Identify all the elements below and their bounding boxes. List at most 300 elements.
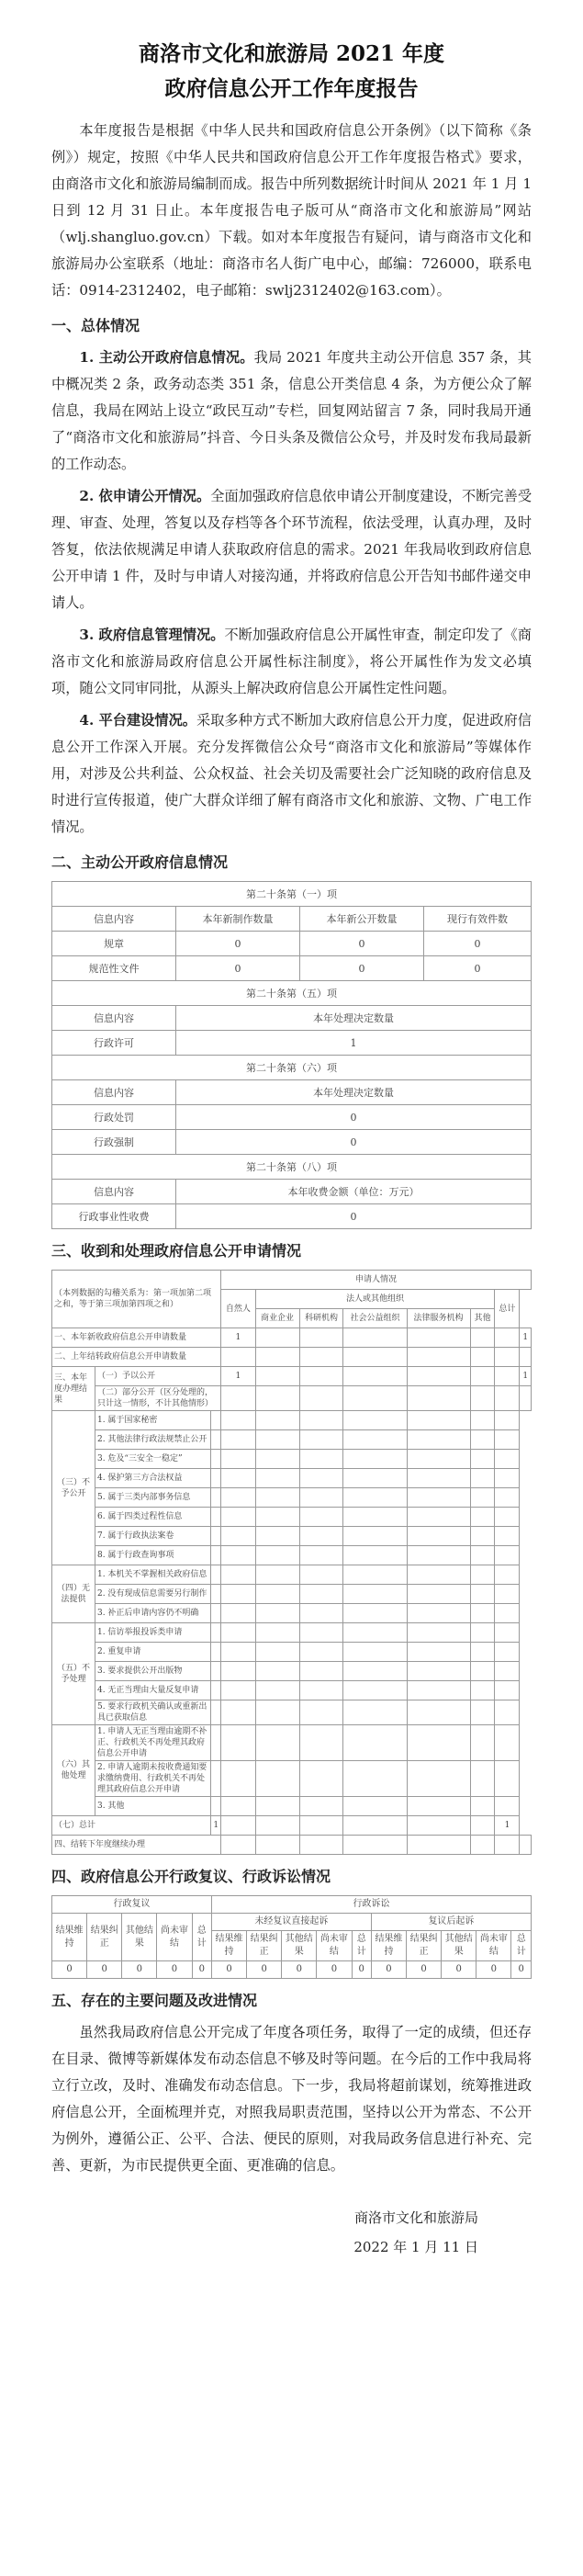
value-cell [255,1700,299,1725]
value-cell: 1 [495,1816,520,1836]
org-col-header: 科研机构 [299,1309,343,1328]
value-cell [520,1386,532,1411]
value-cell: 0 [371,1961,406,1979]
value-cell: 1 [520,1328,532,1348]
value-cell [299,1450,343,1469]
value-cell [221,1585,255,1604]
value-cell [470,1546,495,1565]
value-cell [470,1430,495,1450]
value-cell [343,1367,407,1386]
row-label: 行政强制 [52,1130,176,1155]
row-label: 一、本年新收政府信息公开申请数量 [52,1328,221,1348]
value-cell [299,1411,343,1430]
sub-row-label: 2. 重复申请 [95,1643,210,1662]
litigation-col-header: 尚未审结 [317,1931,352,1961]
value-cell [343,1797,407,1816]
value-cell [299,1430,343,1450]
value-cell [299,1700,343,1725]
value-cell: 0 [87,1961,122,1979]
litigation-col-header: 结果纠正 [247,1931,282,1961]
cell: 0 [300,956,424,981]
value-cell [495,1488,520,1508]
review-col-header: 尚未审结 [157,1914,192,1961]
value-cell [343,1488,407,1508]
value-cell [221,1348,255,1367]
value-cell [470,1508,495,1527]
value-cell [470,1836,495,1855]
value-cell [211,1761,221,1797]
value-cell [299,1527,343,1546]
value-cell [407,1604,470,1623]
litigation-col-header: 总计 [352,1931,371,1961]
cell: 0 [176,956,300,981]
value-cell [407,1348,470,1367]
signature-date: 2022 年 1 月 11 日 [353,2239,478,2255]
section5-heading: 五、存在的主要问题及改进情况 [51,1992,258,2009]
value-cell [407,1662,470,1681]
value-cell: 0 [52,1961,87,1979]
value-cell [407,1761,470,1797]
value-cell [407,1450,470,1469]
value-cell [470,1643,495,1662]
value-cell [299,1797,343,1816]
cell: 0 [300,932,424,956]
value-cell [211,1604,221,1623]
value-cell [221,1450,255,1469]
value-cell: 0 [192,1961,211,1979]
value-cell [407,1797,470,1816]
value-cell [255,1469,299,1488]
value-cell [211,1508,221,1527]
section5-paragraph: 虽然我局政府信息公开完成了年度各项任务，取得了一定的成绩，但还存在目录、微博等新媒体发布动态信息不够及时等问题。在今后的工作中我局将立行立改，及时、准确发布动态信息。下一步，我局将超前谋划，统筹推进政府信息公开，全面梳理并克，对照我局职责范围，坚持以公开为常态、不公开为例外，遵循公正、公平、合法、便民的原则，对我局政务信息进行补充、完善、更新，为市民提供更全面、更准确的信息。 [51,2024,532,2174]
sub-row-label: 1. 本机关不掌握相关政府信息 [95,1565,210,1585]
value-cell [299,1836,343,1855]
cell: 0 [424,956,532,981]
value-cell [221,1643,255,1662]
org-col-header: 其他 [470,1309,495,1328]
value-cell [495,1565,520,1585]
value-cell [495,1508,520,1527]
value-cell [299,1328,343,1348]
value-cell [495,1700,520,1725]
value-cell [495,1450,520,1469]
row-label: 行政事业性收费 [52,1204,176,1229]
sub-row-label: 4. 无正当理由大量反复申请 [95,1681,210,1700]
value-cell: 0 [122,1961,157,1979]
value-cell [470,1585,495,1604]
value-cell [221,1700,255,1725]
active-disclosure-table [51,881,532,1229]
value-cell [407,1488,470,1508]
value-cell [255,1411,299,1430]
cell: 0 [176,1130,532,1155]
value-cell [495,1430,520,1450]
sub-row-label: 2. 申请人逾期未按收费通知要求缴纳费用、行政机关不再处理其政府信息公开申请 [95,1761,210,1797]
value-cell [255,1546,299,1565]
value-cell [221,1508,255,1527]
value-cell [221,1623,255,1643]
review-header: 行政复议 [52,1896,212,1914]
review-col-header: 总计 [192,1914,211,1961]
col-header: 信息内容 [52,1080,176,1105]
value-cell [470,1700,495,1725]
art20-6-header: 第二十条第（六）项 [52,1056,532,1080]
value-cell [407,1725,470,1761]
value-cell [495,1725,520,1761]
value-cell [255,1430,299,1450]
value-cell [495,1836,520,1855]
sub-row-label: 3. 危及“三安全一稳定” [95,1450,210,1469]
value-cell [211,1797,221,1816]
value-cell [299,1761,343,1797]
value-cell [470,1623,495,1643]
value-cell [343,1386,407,1411]
value-cell [211,1643,221,1662]
review-col-header: 其他结果 [122,1914,157,1961]
value-cell [495,1604,520,1623]
value-cell [343,1527,407,1546]
value-cell [221,1725,255,1761]
value-cell [299,1386,343,1411]
value-cell [470,1469,495,1488]
value-cell [343,1816,407,1836]
group-label: （四）无法提供 [52,1565,95,1623]
sub-row-label: 3. 补正后申请内容仍不明确 [95,1604,210,1623]
org-col-header: 法律服务机构 [407,1309,470,1328]
intro-paragraph: 本年度报告是根据《中华人民共和国政府信息公开条例》（以下简称《条例》）规定，按照《中华人民共和国政府信息公开工作年度报告格式》要求，由商洛市文化和旅游局编制而成。报告中所列数据统计时间从 2021 年 1 月 1 日到 12 月 31 日止。本年度报告电子版可从“商洛市文化和旅游局”网站（wlj.shangluo.gov.cn）下载。如对本年度报告有疑问，请与商洛市文化和旅游局办公室联系（地址：商洛市名人街广电中心，邮编：726000，联系电话：0914-2312402，电子邮箱：swlj2312402@163.com）。 [51,122,532,299]
value-cell [255,1367,299,1386]
sub-row-label: 7. 属于行政执法案卷 [95,1527,210,1546]
value-cell [255,1643,299,1662]
row-label: （二）部分公开（区分处理的，只计这一情形，不计其他情形） [95,1386,220,1411]
value-cell [221,1546,255,1565]
row-label: 规章 [52,932,176,956]
value-cell [470,1662,495,1681]
col-header: 本年新公开数量 [300,907,424,932]
section3-heading: 三、收到和处理政府信息公开申请情况 [51,1242,302,1260]
cell: 0 [424,932,532,956]
group-label: （六）其他处理 [52,1725,95,1816]
sub-row-label: 8. 属于行政查询事项 [95,1546,210,1565]
value-cell [343,1662,407,1681]
litigation-col-header: 结果纠正 [407,1931,442,1961]
value-cell [221,1836,255,1855]
review-col-header: 结果纠正 [87,1914,122,1961]
value-cell [299,1643,343,1662]
sub-row-label: 5. 属于三类内部事务信息 [95,1488,210,1508]
value-cell: 1 [211,1816,221,1836]
value-cell [520,1836,532,1855]
value-cell [255,1604,299,1623]
value-cell [255,1565,299,1585]
value-cell [221,1797,255,1816]
after-review-header: 复议后起诉 [371,1914,531,1931]
litigation-header: 行政诉讼 [211,1896,531,1914]
value-cell [211,1430,221,1450]
value-cell [255,1836,299,1855]
value-cell [470,1565,495,1585]
value-cell [343,1761,407,1797]
value-cell [255,1816,299,1836]
value-cell [495,1348,520,1367]
value-cell [343,1348,407,1367]
value-cell [407,1700,470,1725]
litigation-col-header: 其他结果 [282,1931,317,1961]
litigation-col-header: 结果维持 [371,1931,406,1961]
value-cell [495,1797,520,1816]
value-cell [495,1411,520,1430]
sub-row-label: 1. 申请人无正当理由逾期不补正、行政机关不再处理其政府信息公开申请 [95,1725,210,1761]
value-cell [407,1681,470,1700]
total-header: 总计 [495,1290,520,1328]
row-label: 二、上年结转政府信息公开申请数量 [52,1348,221,1367]
value-cell [255,1508,299,1527]
sub-row-label: 2. 没有现成信息需要另行制作 [95,1585,210,1604]
value-cell [343,1328,407,1348]
value-cell [407,1386,470,1411]
sub-row-label: 5. 要求行政机关确认或重新出具已获取信息 [95,1700,210,1725]
col-header: 本年收费金额（单位：万元） [176,1180,532,1204]
row-label: 规范性文件 [52,956,176,981]
value-cell [495,1662,520,1681]
row-label: 四、结转下年度继续办理 [52,1836,221,1855]
item-text: 采取多种方式不断加大政府信息公开力度，促进政府信息公开工作深入开展。充分发挥微信公众号“商洛市文化和旅游局”等媒体作用，对涉及公共利益、公众权益、社会关切及需要社会广泛知晓的政府信息及时进行宣传报道，使广大群众详细了解有商洛市文化和旅游、文物、广电工作情况。 [51,712,532,835]
row-label: 行政许可 [52,1031,176,1056]
sub-row-label: 1. 属于国家秘密 [95,1411,210,1430]
result-group-label: 三、本年度办理结果 [52,1367,95,1411]
value-cell [299,1546,343,1565]
section1-item-3 [51,622,532,702]
value-cell [255,1527,299,1546]
col-header: 现行有效件数 [424,907,532,932]
value-cell [211,1585,221,1604]
value-cell [299,1565,343,1585]
value-cell [299,1469,343,1488]
applicant-header: 申请人情况 [221,1271,532,1290]
value-cell [221,1469,255,1488]
cell: 0 [176,1105,532,1130]
value-cell [343,1700,407,1725]
value-cell: 0 [442,1961,476,1979]
value-cell [211,1565,221,1585]
value-cell [299,1662,343,1681]
item-lead: 2. 依申请公开情况。 [79,488,211,504]
row-label: （七）总计 [52,1816,211,1836]
col-header: 信息内容 [52,1006,176,1031]
value-cell [255,1450,299,1469]
value-cell [495,1386,520,1411]
value-cell [343,1725,407,1761]
item-text: 我局 2021 年度共主动公开信息 357 条，其中概况类 2 条，政务动态类 351 条，信息公开类信息 4 条，为方便公众了解信息，我局在网站上设立“政民互动”专栏，回复网站留言 7 条，同时我局开通了“商洛市文化和旅游局”抖音、今日头条及微信公众号，并及时发布我局最新的工作动态。 [51,349,532,472]
section1-item-1 [51,345,532,478]
litigation-col-header: 总计 [511,1931,532,1961]
value-cell [470,1604,495,1623]
value-cell: 0 [317,1961,352,1979]
title-line-1: 商洛市文化和旅游局 2021 年度 [138,41,445,66]
value-cell [407,1367,470,1386]
value-cell [343,1508,407,1527]
value-cell [221,1430,255,1450]
item-lead: 4. 平台建设情况。 [79,712,197,729]
value-cell [343,1546,407,1565]
group-label: （五）不予处理 [52,1623,95,1725]
org-col-header: 社会公益组织 [343,1309,407,1328]
value-cell [470,1527,495,1546]
value-cell [407,1836,470,1855]
value-cell [211,1527,221,1546]
value-cell [221,1411,255,1430]
value-cell [221,1386,255,1411]
value-cell: 0 [476,1961,511,1979]
section4-heading: 四、政府信息公开行政复议、行政诉讼情况 [51,1868,331,1885]
value-cell [495,1469,520,1488]
value-cell [211,1662,221,1681]
value-cell [299,1508,343,1527]
col-header: 信息内容 [52,1180,176,1204]
value-cell: 0 [282,1961,317,1979]
value-cell [211,1623,221,1643]
value-cell [221,1527,255,1546]
value-cell [299,1681,343,1700]
natural-person-header: 自然人 [221,1290,255,1328]
value-cell [343,1430,407,1450]
value-cell [211,1488,221,1508]
value-cell: 0 [407,1961,442,1979]
value-cell [211,1700,221,1725]
value-cell [211,1469,221,1488]
value-cell [343,1604,407,1623]
value-cell [255,1585,299,1604]
item-lead: 3. 政府信息管理情况。 [79,627,225,643]
litigation-col-header: 结果维持 [211,1931,246,1961]
no-review-header: 未经复议直接起诉 [211,1914,371,1931]
value-cell [221,1761,255,1797]
value-cell [495,1623,520,1643]
value-cell: 0 [211,1961,246,1979]
section1-item-2 [51,483,532,616]
value-cell [407,1411,470,1430]
group-label: （三）不予公开 [52,1411,95,1565]
value-cell [343,1623,407,1643]
value-cell [255,1488,299,1508]
sub-row-label: 3. 要求提供公开出版物 [95,1662,210,1681]
cell: 0 [176,932,300,956]
value-cell [495,1761,520,1797]
section2-heading: 二、主动公开政府信息情况 [51,853,229,871]
value-cell [211,1411,221,1430]
legal-person-header: 法人或其他组织 [255,1290,495,1309]
value-cell [495,1546,520,1565]
value-cell [343,1836,407,1855]
value-cell [221,1604,255,1623]
col-header: 本年处理决定数量 [176,1080,532,1105]
item-text: 全面加强政府信息依申请公开制度建设，不断完善受理、审查、处理，答复以及存档等各个环节流程，依法受理，认真办理，及时答复，依法依规满足申请人获取政府信息的需求。2021 年我局收到政府信息公开申请 1 件，及时与申请人对接沟通，并将政府信息公开告知书邮件递交申请人。 [51,488,533,611]
value-cell: 0 [511,1961,532,1979]
value-cell: 1 [221,1367,255,1386]
value-cell [221,1662,255,1681]
litigation-col-header: 尚未审结 [476,1931,511,1961]
col-header: 本年处理决定数量 [176,1006,532,1031]
value-cell [407,1328,470,1348]
value-cell [299,1604,343,1623]
litigation-col-header: 其他结果 [442,1931,476,1961]
sub-row-label: 2. 其他法律行政法规禁止公开 [95,1430,210,1450]
value-cell [343,1681,407,1700]
value-cell [495,1643,520,1662]
cell: 0 [176,1204,532,1229]
value-cell [255,1797,299,1816]
value-cell [495,1367,520,1386]
art20-1-header: 第二十条第（一）项 [52,882,532,907]
cell: 1 [176,1031,532,1056]
value-cell [343,1469,407,1488]
value-cell [495,1328,520,1348]
value-cell [299,1725,343,1761]
section1-heading: 一、总体情况 [51,317,140,334]
value-cell [407,1527,470,1546]
title-line-2: 政府信息公开工作年度报告 [164,76,419,101]
value-cell [211,1450,221,1469]
value-cell [470,1450,495,1469]
value-cell [470,1681,495,1700]
value-cell [343,1565,407,1585]
value-cell: 0 [157,1961,192,1979]
value-cell [470,1488,495,1508]
sub-row-label: 3. 其他 [95,1797,210,1816]
value-cell [407,1643,470,1662]
value-cell [470,1816,495,1836]
value-cell [255,1681,299,1700]
value-cell [470,1348,495,1367]
value-cell [299,1623,343,1643]
value-cell [299,1585,343,1604]
review-col-header: 结果维持 [52,1914,87,1961]
corner-note: （本列数据的勾稽关系为：第一项加第二项之和，等于第三项加第四项之和） [52,1271,221,1328]
review-litigation-table [51,1895,532,1979]
col-header: 本年新制作数量 [176,907,300,932]
value-cell [255,1386,299,1411]
value-cell: 1 [520,1367,532,1386]
value-cell [407,1430,470,1450]
value-cell [407,1546,470,1565]
value-cell [221,1816,255,1836]
value-cell [255,1761,299,1797]
value-cell [255,1662,299,1681]
value-cell [255,1328,299,1348]
row-label: 行政处罚 [52,1105,176,1130]
value-cell [495,1681,520,1700]
item-lead: 1. 主动公开政府信息情况。 [79,349,254,366]
value-cell [221,1681,255,1700]
value-cell [211,1725,221,1761]
value-cell [495,1585,520,1604]
report-title [51,37,532,107]
value-cell [255,1725,299,1761]
value-cell [343,1450,407,1469]
value-cell [343,1643,407,1662]
value-cell [211,1546,221,1565]
value-cell [407,1508,470,1527]
value-cell [299,1348,343,1367]
value-cell: 0 [352,1961,371,1979]
value-cell [407,1585,470,1604]
value-cell [470,1761,495,1797]
value-cell [470,1386,495,1411]
value-cell [470,1328,495,1348]
application-table [51,1270,532,1855]
value-cell [407,1565,470,1585]
value-cell [299,1488,343,1508]
